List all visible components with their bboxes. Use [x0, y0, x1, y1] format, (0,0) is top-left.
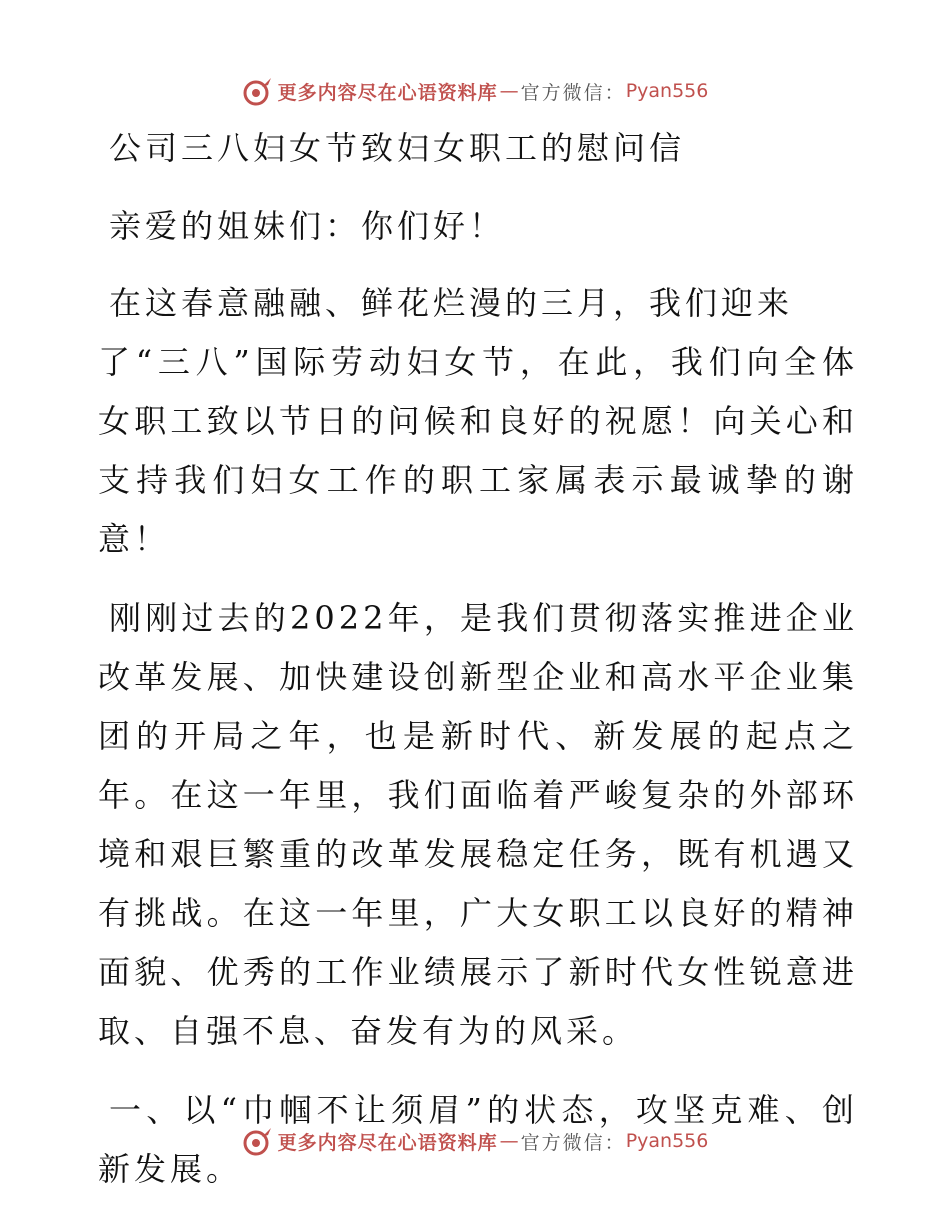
paragraph-1-rest: 了“三八”国际劳动妇女节，在此，我们向全体女职工致以节日的问候和良好的祝愿！向关心和支持我们妇女工作的职工家属表示最诚挚的谢意！	[98, 343, 858, 558]
paragraph-1	[98, 274, 858, 569]
watermark-footer	[0, 1121, 950, 1161]
watermark-separator: —	[499, 80, 519, 102]
watermark-separator: —	[499, 1130, 519, 1152]
quill-logo-icon	[242, 1125, 274, 1157]
paragraph-1-lead: 在这春意融融、鲜花烂漫的三月，我们迎来	[109, 284, 794, 322]
watermark-header	[0, 71, 950, 111]
greeting: 亲爱的姐妹们：你们好！	[109, 207, 506, 245]
watermark-id: Pyan556	[625, 80, 709, 102]
paragraph-2: 刚刚过去的2022年，是我们贯彻落实推进企业改革发展、加快建设创新型企业和高水平企业集团的开局之年，也是新时代、新发展的起点之年。在这一年里，我们面临着严峻复杂的外部环境和艰巨繁重的改革发展稳定任务，既有机遇又有挑战。在这一年里，广大女职工以良好的精神面貌、优秀的工作业绩展示了新时代女性锐意进取、自强不息、奋发有为的风采。	[98, 599, 858, 1050]
watermark-label: 官方微信：	[520, 1131, 626, 1154]
paragraph-3: 一、以“巾帼不让须眉”的状态，攻坚克难、创新发展。	[98, 1091, 858, 1188]
watermark-id: Pyan556	[625, 1130, 709, 1152]
watermark-brand: 更多内容尽在心语资料库	[277, 81, 498, 104]
quill-logo-icon	[242, 75, 274, 107]
page-title: 公司三八妇女节致妇女职工的慰问信	[109, 129, 686, 167]
document-body	[98, 120, 858, 1199]
watermark-brand: 更多内容尽在心语资料库	[277, 1131, 498, 1154]
watermark-label: 官方微信：	[520, 81, 626, 104]
